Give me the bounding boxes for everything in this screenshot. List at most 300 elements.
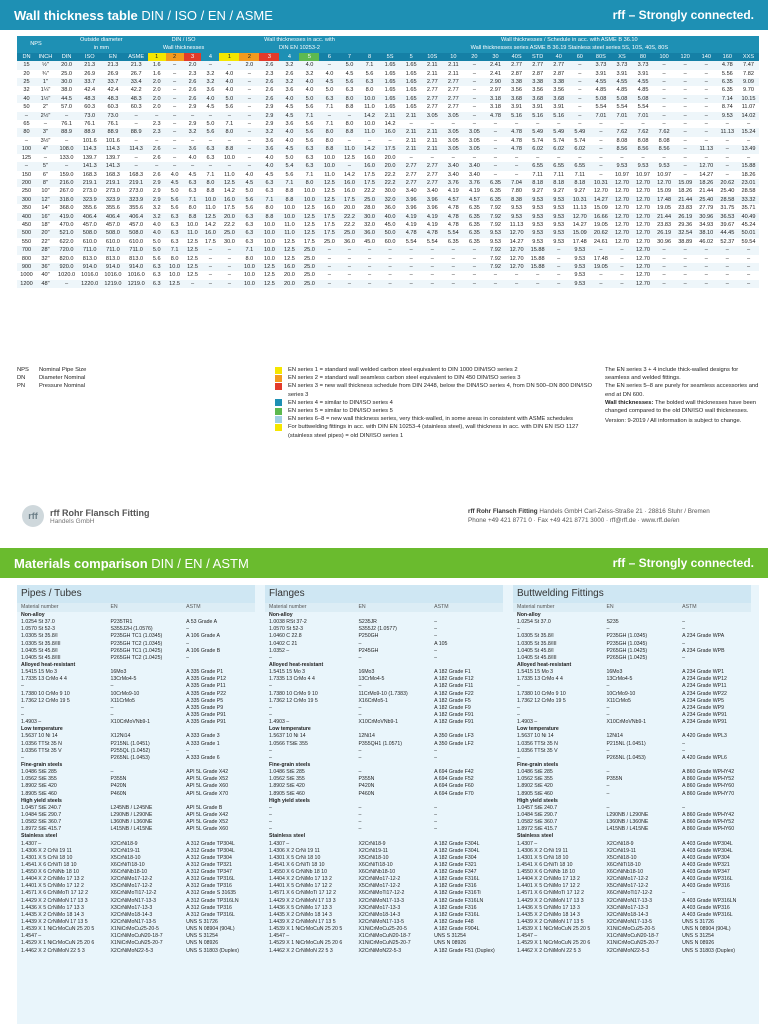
table-cell: 8.0 xyxy=(184,204,202,212)
table-cell: 9.53 xyxy=(611,162,632,170)
materials-column-header: Material number EN ASTM xyxy=(513,603,751,612)
table-cell: 38.10 xyxy=(696,229,717,237)
material-row: 1.0305 St 35.8/III P235GH TC2 (1.0345) – xyxy=(21,640,190,647)
table-cell: – xyxy=(239,154,259,162)
table-cell: 9.53 xyxy=(527,238,548,246)
table-cell: 65 xyxy=(17,120,36,128)
table-cell: 13.49 xyxy=(738,145,759,153)
table-cell: 12.70 xyxy=(633,263,654,271)
table-cell: 3.2 xyxy=(148,213,166,221)
table-cell: 8.8 xyxy=(219,145,239,153)
table-cell: 20.0 xyxy=(55,61,78,69)
table-cell: 28.0 xyxy=(360,204,380,212)
material-row: 1.4307 – X2CrNi18-9 A 182 Grade F304L xyxy=(269,840,480,847)
table-cell: 30.0 xyxy=(380,187,401,195)
table-cell: – xyxy=(675,255,696,263)
table-cell: – xyxy=(675,162,696,170)
table-cell: 6.3 xyxy=(166,229,184,237)
table-cell: 3.38 xyxy=(548,78,569,86)
table-cell: – xyxy=(738,271,759,279)
table-cell: 10.0 xyxy=(166,263,184,271)
table-cell: 8.0 xyxy=(319,137,339,145)
table-cell: 5.6 xyxy=(360,70,380,78)
table-cell: 4.19 xyxy=(422,213,443,221)
table-cell: 12.5 xyxy=(166,280,184,288)
table-cell: 4.19 xyxy=(443,187,464,195)
table-cell: – xyxy=(201,246,219,254)
table-cell: 7.11 xyxy=(548,171,569,179)
table-cell: – xyxy=(548,271,569,279)
table-cell: 4" xyxy=(36,145,55,153)
table-cell: 500 xyxy=(17,229,36,237)
table-cell: – xyxy=(17,137,36,145)
table-cell: – xyxy=(569,154,590,162)
table-cell: 5.54 xyxy=(611,103,632,111)
table-cell: – xyxy=(339,271,359,279)
table-cell: 3.6 xyxy=(201,86,219,94)
table-cell: 12.70 xyxy=(611,229,632,237)
table-cell: 5.49 xyxy=(527,128,548,136)
table-cell: – xyxy=(696,246,717,254)
sub-header-cell: 160 xyxy=(717,53,738,61)
table-cell: 17.5 xyxy=(319,221,339,229)
sub-header-cell: 3 xyxy=(259,53,279,61)
table-cell: 457.0 xyxy=(125,221,148,229)
material-row: 1.4401 X 5 CrNiMo 17 12 2 X5CrNiMo17-12-2 A 403 Grade WP316 xyxy=(517,883,730,890)
table-cell: 2.9 xyxy=(259,103,279,111)
table-cell: 7.1 xyxy=(201,171,219,179)
table-cell: 45.0 xyxy=(380,221,401,229)
table-cell: 2.90 xyxy=(485,78,506,86)
material-row: – – A 234 Grade WP11 xyxy=(517,683,727,690)
table-cell: 10.0 xyxy=(259,238,279,246)
table-cell: 15.88 xyxy=(738,162,759,170)
table-cell: 12.70 xyxy=(633,187,654,195)
table-cell: 2.11 xyxy=(401,137,422,145)
table-cell: 5.54 xyxy=(633,103,654,111)
table-cell: – xyxy=(125,137,148,145)
table-cell: 368.0 xyxy=(55,204,78,212)
table-cell: 8.56 xyxy=(611,145,632,153)
table-cell: 14.2 xyxy=(339,171,359,179)
table-cell: – xyxy=(506,154,527,162)
table-cell: 4.5 xyxy=(279,145,299,153)
table-cell: 10.0 xyxy=(319,154,339,162)
table-cell: 40" xyxy=(36,271,55,279)
table-cell: 28.58 xyxy=(717,196,738,204)
table-cell: 273.0 xyxy=(101,187,124,195)
table-cell: 3.91 xyxy=(611,70,632,78)
table-cell: 10.97 xyxy=(611,171,632,179)
table-cell: 7.1 xyxy=(166,246,184,254)
table-cell: 3.91 xyxy=(527,103,548,111)
table-cell: 4.0 xyxy=(166,171,184,179)
table-cell: 32 xyxy=(17,86,36,94)
table-cell: 141.3 xyxy=(101,162,124,170)
sub-header-cell: 2 xyxy=(239,53,259,61)
rff-logo-icon: rff xyxy=(22,505,44,527)
table-cell: 350 xyxy=(17,204,36,212)
table-cell: 3.73 xyxy=(611,61,632,69)
table-cell: 3.6 xyxy=(279,120,299,128)
material-row: – – – xyxy=(269,819,438,826)
material-row: 1.0356 TTSt 35 N P215NL (1.0451) – xyxy=(517,740,686,747)
table-cell: 273.0 xyxy=(78,187,101,195)
table-cell: 2.11 xyxy=(422,145,443,153)
material-category: Stainless steel xyxy=(269,833,306,840)
tagline-2: rff – Strongly connected. xyxy=(612,556,754,570)
material-row: 1.4436 X 5 CrNiMo 17 13 3 X3CrNiMo17-13-3 A 312 Grade TP316 xyxy=(21,904,232,911)
table-cell: 2.77 xyxy=(401,162,422,170)
table-cell: – xyxy=(696,128,717,136)
table-cell: 3.6 xyxy=(259,145,279,153)
material-row: 1.0457 StE 240.7 L245NB / L245NE API 5L Grade B xyxy=(21,804,223,811)
table-cell: 23.01 xyxy=(738,179,759,187)
table-cell: 10.0 xyxy=(166,271,184,279)
sub-header-cell: 8 xyxy=(360,53,380,61)
table-cell: 10.0 xyxy=(360,120,380,128)
material-row: – – – xyxy=(517,626,686,633)
table-cell: – xyxy=(717,271,738,279)
table-cell: 7.92 xyxy=(485,263,506,271)
table-cell: 31.75 xyxy=(717,204,738,212)
table-cell: 15.09 xyxy=(569,229,590,237)
table-cell: 2.77 xyxy=(443,95,464,103)
table-cell: 10.0 xyxy=(279,213,299,221)
logo-name: rff Rohr Flansch Fitting xyxy=(50,507,150,518)
table-cell: 2.77 xyxy=(422,86,443,94)
material-row: 1.4429 X 2 CrNiMoN 17 13 3 X2CrNiMoN17-13-3 A 182 Grade F316LN xyxy=(269,897,484,904)
material-row: 1.4429 X 2 CrNiMoN 17 13 3 X2CrNiMoN17-13-3 A 312 Grade TP316LN xyxy=(21,897,239,904)
table-cell: 4.78 xyxy=(422,229,443,237)
table-cell: – xyxy=(548,280,569,288)
table-cell: 7.62 xyxy=(633,128,654,136)
wall-thickness-table-container xyxy=(17,36,759,358)
table-row xyxy=(17,179,759,187)
material-row: 1.5415 15 Mo 3 16Mo3 A 335 Grade P1 xyxy=(21,669,224,676)
table-cell: – xyxy=(675,112,696,120)
material-row: 1.0570 St 52-3 S355J2 (1.0577) – xyxy=(269,626,438,633)
material-row: 1.0562 StE 355 P355N A 860 Grade WPHY52 xyxy=(517,776,735,783)
table-cell: 33.7 xyxy=(78,78,101,86)
table-row xyxy=(17,229,759,237)
table-cell: 12.5 xyxy=(299,221,319,229)
materials-column-header: Material number EN ASTM xyxy=(17,603,255,612)
table-cell: 6.35 xyxy=(464,238,485,246)
table-cell: 76.1 xyxy=(55,120,78,128)
material-row: – – – xyxy=(269,754,438,761)
table-cell: 9.53 xyxy=(485,238,506,246)
table-cell: 3.2 xyxy=(148,204,166,212)
table-cell: 12.70 xyxy=(633,255,654,263)
table-cell: 10.0 xyxy=(259,255,279,263)
en-group-header: Wall thicknesses in acc. with DIN EN 10253-2 xyxy=(219,36,379,53)
material-row: – – – xyxy=(269,804,438,811)
table-cell: – xyxy=(239,86,259,94)
table-cell: 4.78 xyxy=(506,128,527,136)
table-cell: 22.2 xyxy=(219,221,239,229)
table-cell: 7.1 xyxy=(360,61,380,69)
table-cell: – xyxy=(696,154,717,162)
sub-header-cell: 80S xyxy=(590,53,611,61)
material-row: 1.0352 – P245GH – xyxy=(269,647,438,654)
material-row: 1.0570 St 52-3 S355J2H (1.0576) – xyxy=(21,626,190,633)
table-cell: 2.9 xyxy=(184,120,202,128)
table-cell: 267.0 xyxy=(55,187,78,195)
table-cell: 9.53 xyxy=(527,204,548,212)
table-cell: 4.5 xyxy=(279,103,299,111)
material-category: High yield steels xyxy=(517,797,558,804)
table-cell: 5.6 xyxy=(166,196,184,204)
table-cell: 4.78 xyxy=(717,61,738,69)
material-row: 1.4439 X 2 CrNiMoN 17 13 5 X2CrNiMoN17-13-5 UNS S 31726 xyxy=(21,919,218,926)
asme-group-header: Wall thicknesses / Schedule in acc. with ASME B 36.10 Wall thicknesses series ASME B 36.19 Stainless steel series 5S, 10S, 40S, 80S xyxy=(380,36,759,53)
table-cell: 16.66 xyxy=(590,213,611,221)
table-cell: 7.1 xyxy=(279,179,299,187)
table-cell: 36" xyxy=(36,263,55,271)
table-cell: 2.77 xyxy=(401,179,422,187)
table-cell: – xyxy=(184,162,202,170)
table-cell: 8.0 xyxy=(319,128,339,136)
table-cell: 3.96 xyxy=(401,196,422,204)
table-cell: 25.0 xyxy=(299,255,319,263)
table-cell: 3½" xyxy=(36,137,55,145)
table-cell: 34.93 xyxy=(696,221,717,229)
table-cell: – xyxy=(422,263,443,271)
material-row: 1.7335 13 CrMo 4 4 13CrMo4-5 A 335 Grade P12 xyxy=(21,676,226,683)
table-cell: – xyxy=(696,61,717,69)
table-cell: 2" xyxy=(36,103,55,111)
table-cell: 32" xyxy=(36,255,55,263)
table-cell: – xyxy=(166,128,184,136)
table-cell: 6.55 xyxy=(548,162,569,170)
table-cell: 12.70 xyxy=(633,246,654,254)
material-row: 1.4529 X 1 NiCrMoCuN 25 20 6 X1NiCrMoCuN25-20-7 UNS N 08926 xyxy=(21,940,219,947)
table-cell: 4.0 xyxy=(259,162,279,170)
table-cell: – xyxy=(55,112,78,120)
table-cell: 16.0 xyxy=(319,204,339,212)
table-cell: – xyxy=(569,61,590,69)
table-cell: 45.0 xyxy=(360,238,380,246)
material-row: 1.5637 10 Ni 14 X12Ni14 A 333 Grade 3 xyxy=(21,733,220,740)
table-cell: 5.6 xyxy=(201,128,219,136)
table-cell: 400 xyxy=(17,213,36,221)
table-cell: 800 xyxy=(17,255,36,263)
table-cell: 2.11 xyxy=(422,137,443,145)
material-row: 1.7380 10 CrMo 9 10 10CrMo9-10 A 234 Grade WP22 xyxy=(517,690,727,697)
table-row xyxy=(17,255,759,263)
table-cell: 9.70 xyxy=(738,86,759,94)
table-cell: – xyxy=(319,112,339,120)
table-cell: – xyxy=(239,78,259,86)
table-cell: 3" xyxy=(36,128,55,136)
table-cell: – xyxy=(166,145,184,153)
table-cell: 2.77 xyxy=(443,78,464,86)
table-cell: 6.35 xyxy=(485,196,506,204)
table-cell: 5.0 xyxy=(166,187,184,195)
table-cell: – xyxy=(738,137,759,145)
table-cell: 30.0 xyxy=(219,238,239,246)
table-cell: 2.6 xyxy=(148,171,166,179)
table-cell: 5.6 xyxy=(239,204,259,212)
table-cell: 14.02 xyxy=(738,112,759,120)
table-cell: 12.5 xyxy=(299,213,319,221)
material-row: 1.0356 TTSt 35 V – – xyxy=(517,747,686,754)
table-cell: 1.65 xyxy=(380,70,401,78)
table-cell: 1.65 xyxy=(401,86,422,94)
table-cell: – xyxy=(148,112,166,120)
table-cell: 8.0 xyxy=(339,120,359,128)
sub-header-cell: DN xyxy=(17,53,36,61)
series-legend-item xyxy=(275,366,595,374)
table-cell: 23.83 xyxy=(654,221,675,229)
table-cell: 508.0 xyxy=(125,229,148,237)
table-cell: – xyxy=(464,263,485,271)
table-cell: – xyxy=(506,120,527,128)
table-cell: 6" xyxy=(36,171,55,179)
sub-header-cell: 5 xyxy=(401,53,422,61)
table-cell: 15.88 xyxy=(527,255,548,263)
table-cell: 8.8 xyxy=(201,187,219,195)
table-cell: 25.40 xyxy=(696,196,717,204)
table-cell: 5.49 xyxy=(569,128,590,136)
material-category: Non-alloy xyxy=(21,612,45,618)
table-cell: 5.6 xyxy=(279,171,299,179)
table-cell: – xyxy=(239,145,259,153)
table-cell: 6.3 xyxy=(166,213,184,221)
series-legend-item xyxy=(275,423,595,439)
table-cell: 12.70 xyxy=(633,238,654,246)
material-row: 1.4550 X 6 CrNiNb 18 10 X6CrNiNb18-10 A 182 Grade F347 xyxy=(269,869,477,876)
table-cell: 10.0 xyxy=(239,280,259,288)
material-category: Low temperature xyxy=(21,726,63,733)
table-cell: 159.0 xyxy=(55,171,78,179)
table-cell: 60.3 xyxy=(101,103,124,111)
material-row: 1.0254 St 37.0 S235 – xyxy=(517,619,686,626)
sub-header-cell: XS xyxy=(611,53,632,61)
table-cell: 12.5 xyxy=(279,246,299,254)
table-cell: 820.0 xyxy=(55,255,78,263)
table-cell: 4.55 xyxy=(633,78,654,86)
table-cell: – xyxy=(527,154,548,162)
table-cell: 3.2 xyxy=(299,70,319,78)
table-cell: 17.5 xyxy=(380,145,401,153)
table-cell: 17.5 xyxy=(201,238,219,246)
table-cell: – xyxy=(696,86,717,94)
table-cell: 8.0 xyxy=(360,86,380,94)
sub-header-cell: 120 xyxy=(675,53,696,61)
sub-header-cell: EN xyxy=(101,53,124,61)
table-cell: 73.0 xyxy=(78,112,101,120)
table-cell: – xyxy=(717,263,738,271)
table-cell: 12.70 xyxy=(633,204,654,212)
table-cell: 10.0 xyxy=(219,154,239,162)
table-cell: 900 xyxy=(17,263,36,271)
table-cell: – xyxy=(717,280,738,288)
table-cell: 9.27 xyxy=(548,187,569,195)
table-cell: 21.3 xyxy=(101,61,124,69)
table-cell: ¾" xyxy=(36,70,55,78)
material-row: 1.4436 X 5 CrNiMo 17 13 3 X3CrNiMo17-13-3 A 403 Grade WP316 xyxy=(517,904,730,911)
table-cell: – xyxy=(201,137,219,145)
materials-title: Materials comparison DIN / EN / ASTM xyxy=(14,555,249,571)
series-legend-item xyxy=(275,374,595,382)
table-row xyxy=(17,154,759,162)
table-cell: 12.5 xyxy=(299,204,319,212)
table-cell: 7.01 xyxy=(590,112,611,120)
table-cell: 21.44 xyxy=(675,196,696,204)
abbreviation-item: PN Pressure Nominal xyxy=(17,383,86,390)
table-cell: – xyxy=(527,280,548,288)
table-cell: – xyxy=(590,145,611,153)
table-cell: – xyxy=(464,112,485,120)
table-row xyxy=(17,238,759,246)
table-cell: 18.26 xyxy=(738,171,759,179)
material-row: 1.4436 X 5 CrNiMo 17 13 3 X3CrNiMo17-13-3 A 182 Grade F316 xyxy=(269,904,477,911)
table-cell: – xyxy=(633,154,654,162)
table-cell: 5.0 xyxy=(299,95,319,103)
table-cell: 48" xyxy=(36,280,55,288)
materials-comparison xyxy=(17,585,759,1024)
table-cell: 2.77 xyxy=(401,171,422,179)
table-cell: 4.85 xyxy=(633,86,654,94)
table-cell: 6.3 xyxy=(201,154,219,162)
table-cell: 2.6 xyxy=(184,78,202,86)
table-cell: 14.27 xyxy=(590,196,611,204)
material-row: 1.4541 X 6 CrNiTi 18 10 X6CrNiTi18-10 A 403 Grade WP321 xyxy=(517,861,730,868)
table-cell: 12.5 xyxy=(201,213,219,221)
table-cell: 36.0 xyxy=(360,229,380,237)
table-cell: 16.0 xyxy=(279,263,299,271)
table-cell: 4.0 xyxy=(319,70,339,78)
table-cell: 1220.0 xyxy=(78,280,101,288)
table-cell: 3.91 xyxy=(590,70,611,78)
sub-header-cell: 140 xyxy=(696,53,717,61)
table-cell: 42.4 xyxy=(78,86,101,94)
table-cell: 3.05 xyxy=(443,112,464,120)
table-cell: 88.9 xyxy=(78,128,101,136)
table-cell: – xyxy=(380,263,401,271)
material-row: 1.4401 X 5 CrNiMo 17 12 2 X5CrNiMo17-12-2 A 312 Grade TP316 xyxy=(21,883,232,890)
table-cell: – xyxy=(166,162,184,170)
table-cell: 8.74 xyxy=(717,103,738,111)
table-cell: 80 xyxy=(17,128,36,136)
table-cell: – xyxy=(675,280,696,288)
sub-header-cell: DIN xyxy=(55,53,78,61)
table-cell: 5.54 xyxy=(401,238,422,246)
material-row: 1.0457 StE 240.7 – – xyxy=(517,804,686,811)
table-cell: – xyxy=(654,280,675,288)
table-cell: 2.9 xyxy=(148,187,166,195)
table-cell: 7.92 xyxy=(485,255,506,263)
table-cell: – xyxy=(125,162,148,170)
material-row: 1.0484 StE 290.7 L290NB / L290NE A 860 Grade WPHY42 xyxy=(517,811,735,818)
table-cell: 35.71 xyxy=(738,204,759,212)
table-cell: 22.2 xyxy=(380,171,401,179)
table-cell: 23.83 xyxy=(675,204,696,212)
table-cell: 2.11 xyxy=(443,70,464,78)
table-cell: 38.89 xyxy=(675,238,696,246)
table-cell: 6.3 xyxy=(239,221,259,229)
table-cell: 11.0 xyxy=(360,103,380,111)
table-cell: 3.2 xyxy=(279,78,299,86)
table-cell: 2½" xyxy=(36,112,55,120)
table-cell: 2.11 xyxy=(422,61,443,69)
material-row: 1.4903 – X10CrMoVNb9-1 A 335 Grade P91 xyxy=(21,719,226,726)
table-cell: 1016.0 xyxy=(78,271,101,279)
table-cell: 9.53 xyxy=(717,112,738,120)
table-cell: 8.0 xyxy=(239,255,259,263)
